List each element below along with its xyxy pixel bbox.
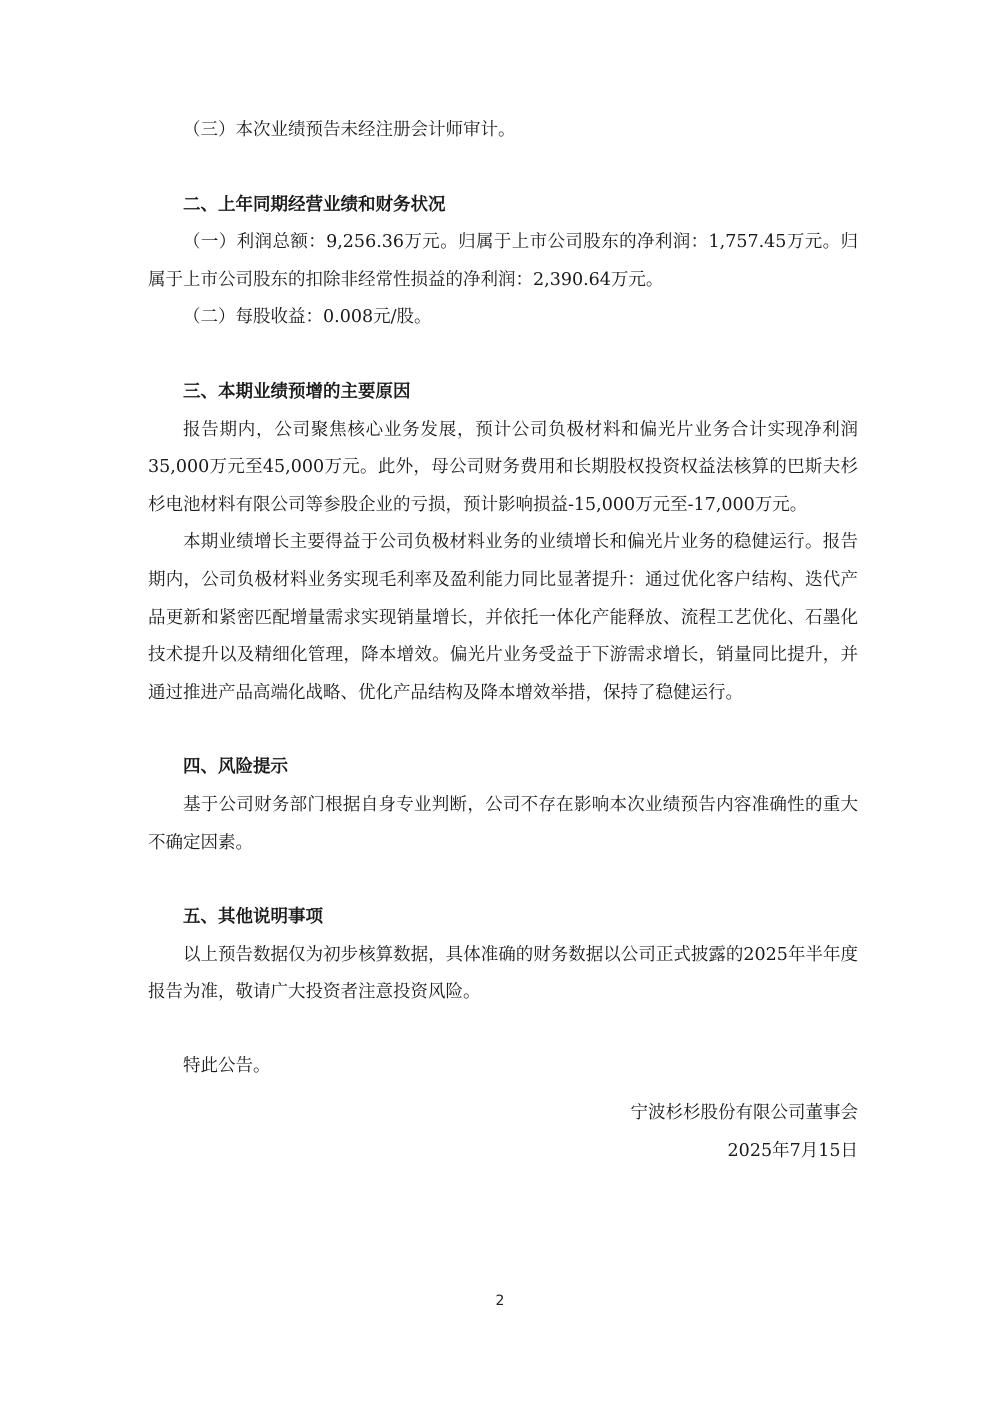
audit-note: （三）本次业绩预告未经注册会计师审计。	[183, 120, 516, 140]
section-4-heading: 四、风险提示	[183, 757, 288, 778]
section-3-paragraph-2: 本期业绩增长主要得益于公司负极材料业务的业绩增长和偏光片业务的稳健运行。报告期内，公司负极材料业务实现毛利率及盈利能力同比显著提升：通过优化客户结构、迭代产品更新和紧密匹配增量需求实现销量增长，并依托一体化产能释放、流程工艺优化、石墨化技术提升以及精细化管理，降本增效。偏光片业务受益于下游需求增长，销量同比提升，并通过推进产品高端化战略、优化产品结构及降本增效举措，保持了稳健运行。	[148, 532, 858, 703]
section-2-profit-paragraph: （一）利润总额：9,256.36万元。归属于上市公司股东的净利润：1,757.45万元。归属于上市公司股东的扣除非经常性损益的净利润：2,390.64万元。	[148, 232, 858, 290]
section-5-paragraph: 以上预告数据仅为初步核算数据，具体准确的财务数据以公司正式披露的2025年半年度报告为准，敬请广大投资者注意投资风险。	[148, 944, 858, 1003]
page-number: 2	[495, 1293, 505, 1309]
section-2-eps-paragraph: （二）每股收益：0.008元/股。	[183, 307, 432, 328]
section-2-heading: 二、上年同期经营业绩和财务状况	[183, 194, 446, 215]
section-3-heading: 三、本期业绩预增的主要原因	[183, 381, 411, 402]
signature-date: 2025年7月15日	[727, 1141, 858, 1162]
section-3-paragraph-1: 报告期内，公司聚焦核心业务发展，预计公司负极材料和偏光片业务合计实现净利润35,000万元至45,000万元。此外，母公司财务费用和长期股权投资权益法核算的巴斯夫杉杉电池材料有限公司等参股企业的亏损，预计影响损益-15,000万元至-17,000万元。	[148, 419, 858, 515]
closing-statement: 特此公告。	[183, 1055, 271, 1076]
section-4-paragraph: 基于公司财务部门根据自身专业判断，公司不存在影响本次业绩预告内容准确性的重大不确定因素。	[148, 794, 858, 853]
section-5-heading: 五、其他说明事项	[183, 907, 323, 928]
document-body	[148, 112, 858, 1171]
signature-company: 宁波杉杉股份有限公司董事会	[630, 1103, 858, 1124]
